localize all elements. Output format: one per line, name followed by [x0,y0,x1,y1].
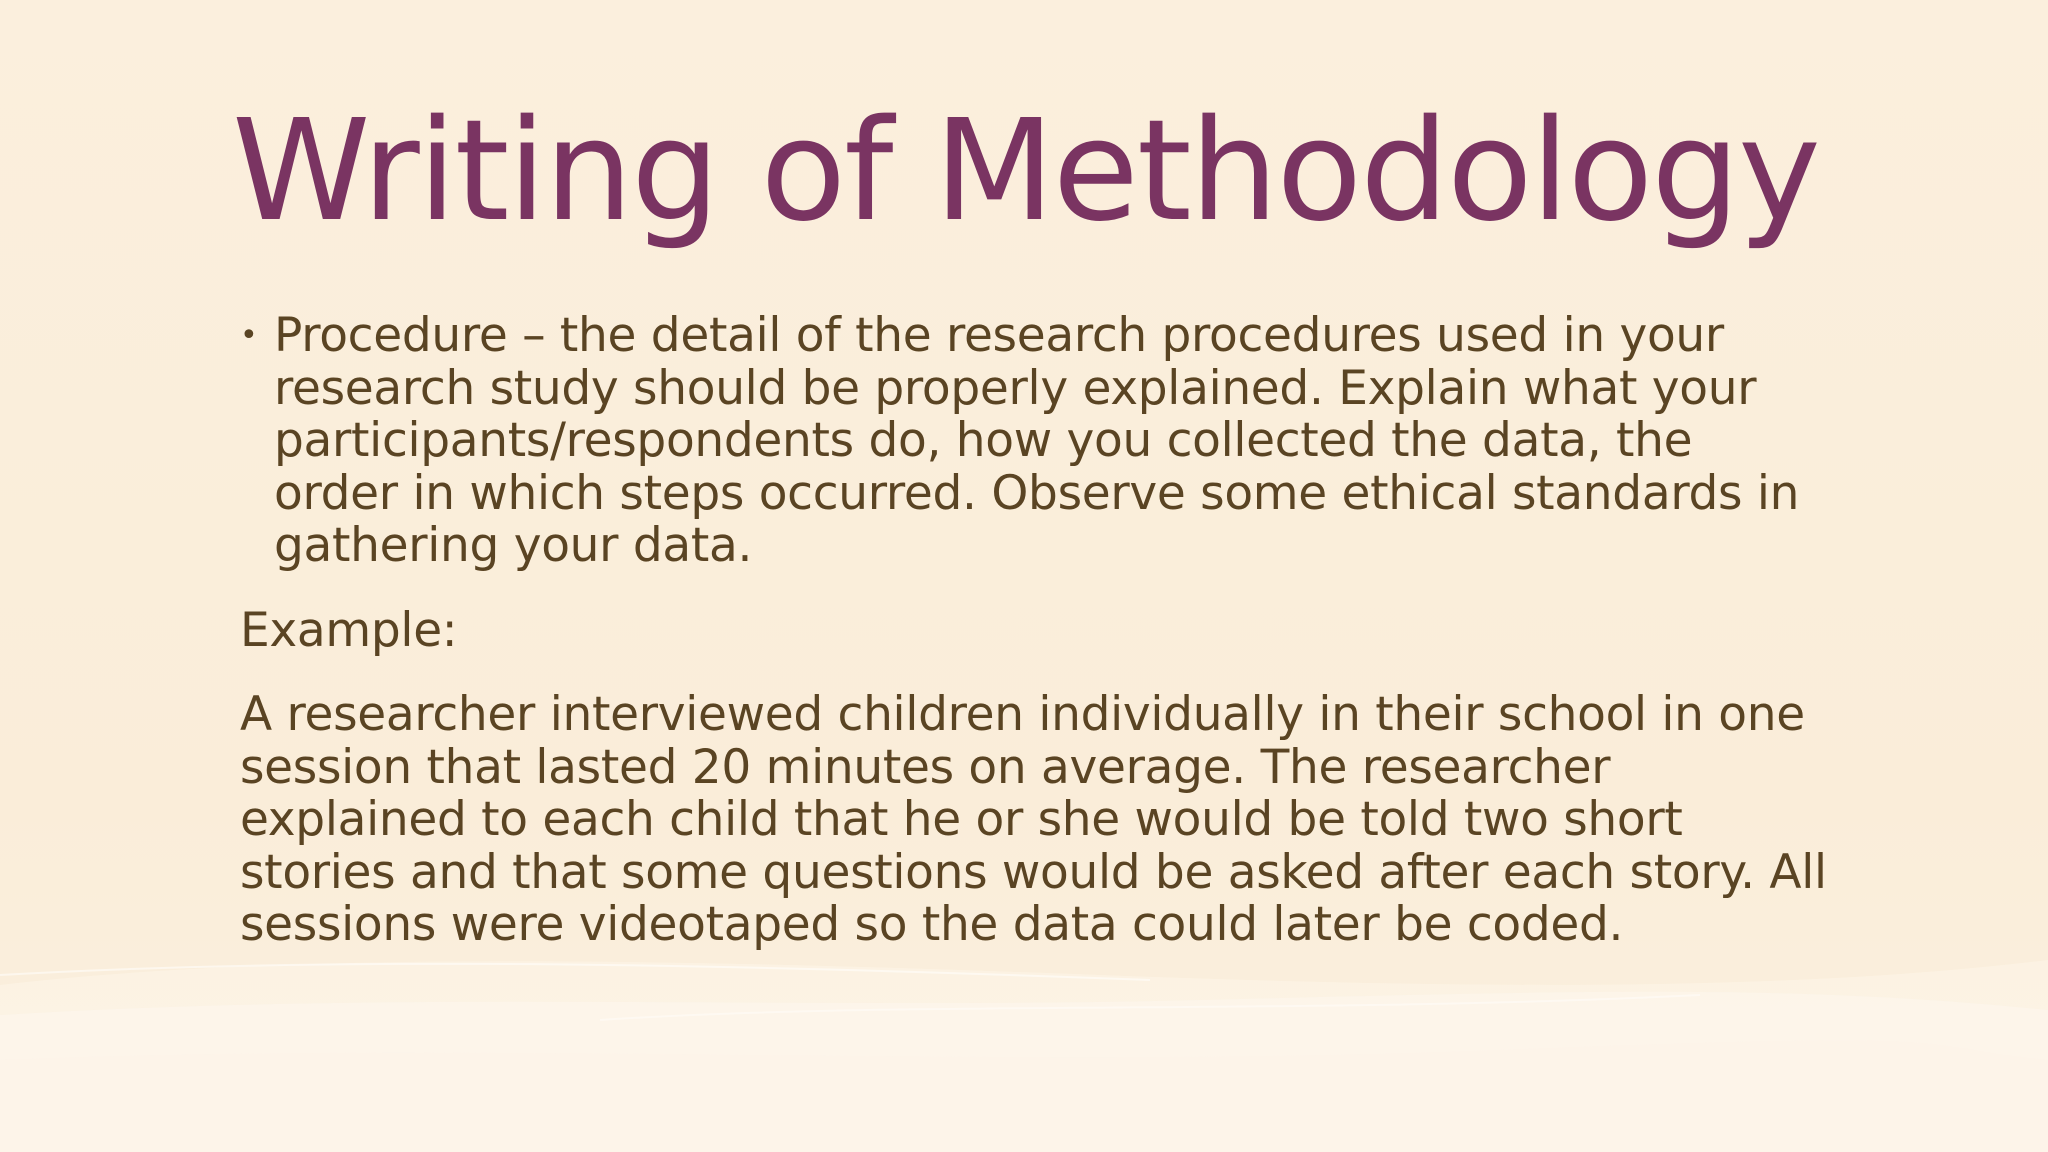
slide-body [240,310,1830,952]
example-label: Example: [240,602,458,658]
bullet-item [240,310,1830,573]
slide-title: Writing of Methodology [232,90,1819,253]
bullet-text: Procedure – the detail of the research procedures used in your research study should be properly explained. Explain what your participants/respondents do, how you collected the data, the order in which steps occurred. Observe some ethical standards in gathering your data. [274,308,1800,573]
example-paragraph: A researcher interviewed children individually in their school in one session that lasted 20 minutes on average. The researcher explained to each child that he or she would be told two short stories and that some questions would be asked after each story. All sessions were videotaped so the data could later be coded. [240,687,1827,952]
bullet-dot-icon: • [240,318,258,353]
